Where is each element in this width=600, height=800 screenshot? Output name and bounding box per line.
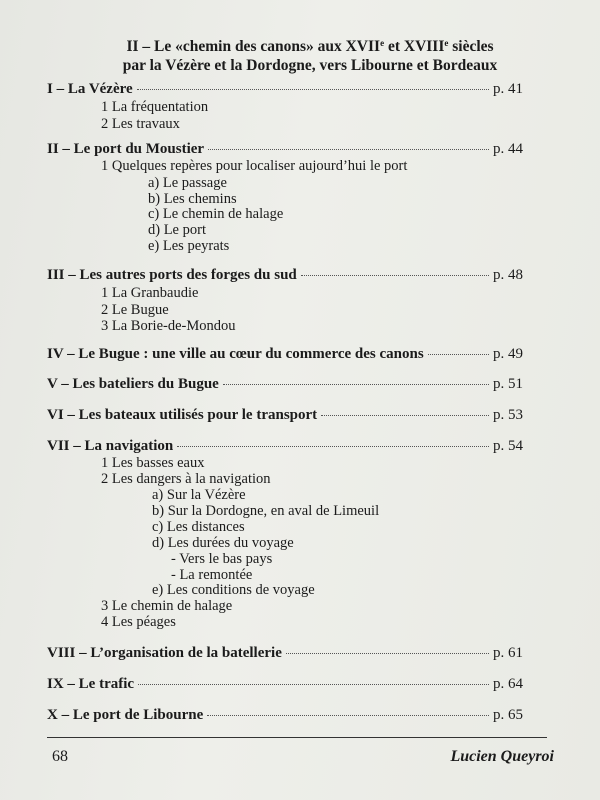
toc-subentry: 1 La Granbaudie (101, 285, 199, 301)
chapter-title-line2: par la Vézère et la Dordogne, vers Libourne et Bordeaux (122, 57, 498, 74)
toc-entry-label: V – Les bateliers du Bugue (47, 376, 219, 392)
toc-entry-label: VII – La navigation (47, 438, 174, 454)
toc-entry (47, 437, 523, 455)
toc-subentry: - Vers le bas pays (171, 551, 273, 567)
toc-entry-page: p. 65 (493, 707, 523, 723)
toc-subentry: e) Les conditions de voyage (152, 582, 315, 598)
toc-entry-page: p. 51 (493, 376, 523, 392)
toc-entry-label: II – Le port du Moustier (47, 141, 205, 157)
toc-entry-page: p. 48 (493, 267, 523, 283)
toc-entry-label: X – Le port de Libourne (47, 707, 204, 723)
dot-leader (138, 684, 489, 685)
chapter-title (40, 34, 580, 75)
toc-entry-label: III – Les autres ports des forges du sud (47, 267, 297, 283)
toc-entry (47, 345, 523, 363)
toc-subentry: d) Les durées du voyage (152, 535, 294, 551)
toc-subentry: b) Sur la Dordogne, en aval de Limeuil (152, 503, 380, 519)
toc-subentry: b) Les chemins (148, 191, 237, 207)
toc-entry (47, 140, 523, 158)
toc-subentry: c) Les distances (152, 519, 245, 535)
toc-entry (47, 80, 523, 98)
toc-entry-label: IX – Le trafic (47, 676, 135, 692)
toc-entry-label: I – La Vézère (47, 81, 133, 97)
toc-subentry: 2 Les dangers à la navigation (101, 471, 271, 487)
author-name: Lucien Queyroi (450, 748, 554, 765)
footer-rule (47, 737, 547, 738)
dot-leader (137, 89, 489, 90)
toc-entry (47, 706, 523, 724)
toc-entry (47, 375, 523, 393)
page-number: 68 (52, 748, 68, 765)
toc-subentry: a) Le passage (148, 175, 227, 191)
toc-subentry: e) Les peyrats (148, 238, 230, 254)
chapter-title-line1: II – Le «chemin des canons» aux XVIIe et XVIIIe siècles (126, 38, 494, 55)
dot-leader (428, 354, 489, 355)
toc-subentry: d) Le port (148, 222, 206, 238)
dot-leader (208, 149, 489, 150)
toc-entry-page: p. 53 (493, 407, 523, 423)
toc-entry-page: p. 49 (493, 346, 523, 362)
dot-leader (321, 415, 489, 416)
toc-subentry: c) Le chemin de halage (148, 206, 284, 222)
toc-entry-page: p. 54 (493, 438, 523, 454)
dot-leader (301, 275, 489, 276)
dot-leader (207, 715, 489, 716)
toc-entry-label: IV – Le Bugue : une ville au cœur du commerce des canons (47, 346, 424, 362)
dot-leader (286, 653, 489, 654)
dot-leader (177, 446, 489, 447)
toc-subentry: 1 Quelques repères pour localiser aujourd’hui le port (101, 158, 408, 174)
dot-leader (223, 384, 489, 385)
toc-subentry: 3 Le chemin de halage (101, 598, 233, 614)
toc-subentry: 1 Les basses eaux (101, 455, 205, 471)
toc-entry (47, 644, 523, 662)
toc-entry (47, 675, 523, 693)
toc-entry-page: p. 41 (493, 81, 523, 97)
toc-entry-page: p. 61 (493, 645, 523, 661)
toc-entry (47, 406, 523, 424)
toc-subentry: 3 La Borie-de-Mondou (101, 318, 236, 334)
toc-entry-label: VI – Les bateaux utilisés pour le transport (47, 407, 318, 423)
toc-entry-page: p. 64 (493, 676, 523, 692)
toc-subentry: 4 Les péages (101, 614, 176, 630)
toc-entry-label: VIII – L’organisation de la batellerie (47, 645, 282, 661)
toc-subentry: 2 Les travaux (101, 116, 180, 132)
toc-entry (47, 266, 523, 284)
toc-subentry: 1 La fréquentation (101, 99, 209, 115)
toc-subentry: - La remontée (171, 567, 253, 583)
toc-subentry: a) Sur la Vézère (152, 487, 246, 503)
toc-entry-page: p. 44 (493, 141, 523, 157)
toc-subentry: 2 Le Bugue (101, 302, 169, 318)
